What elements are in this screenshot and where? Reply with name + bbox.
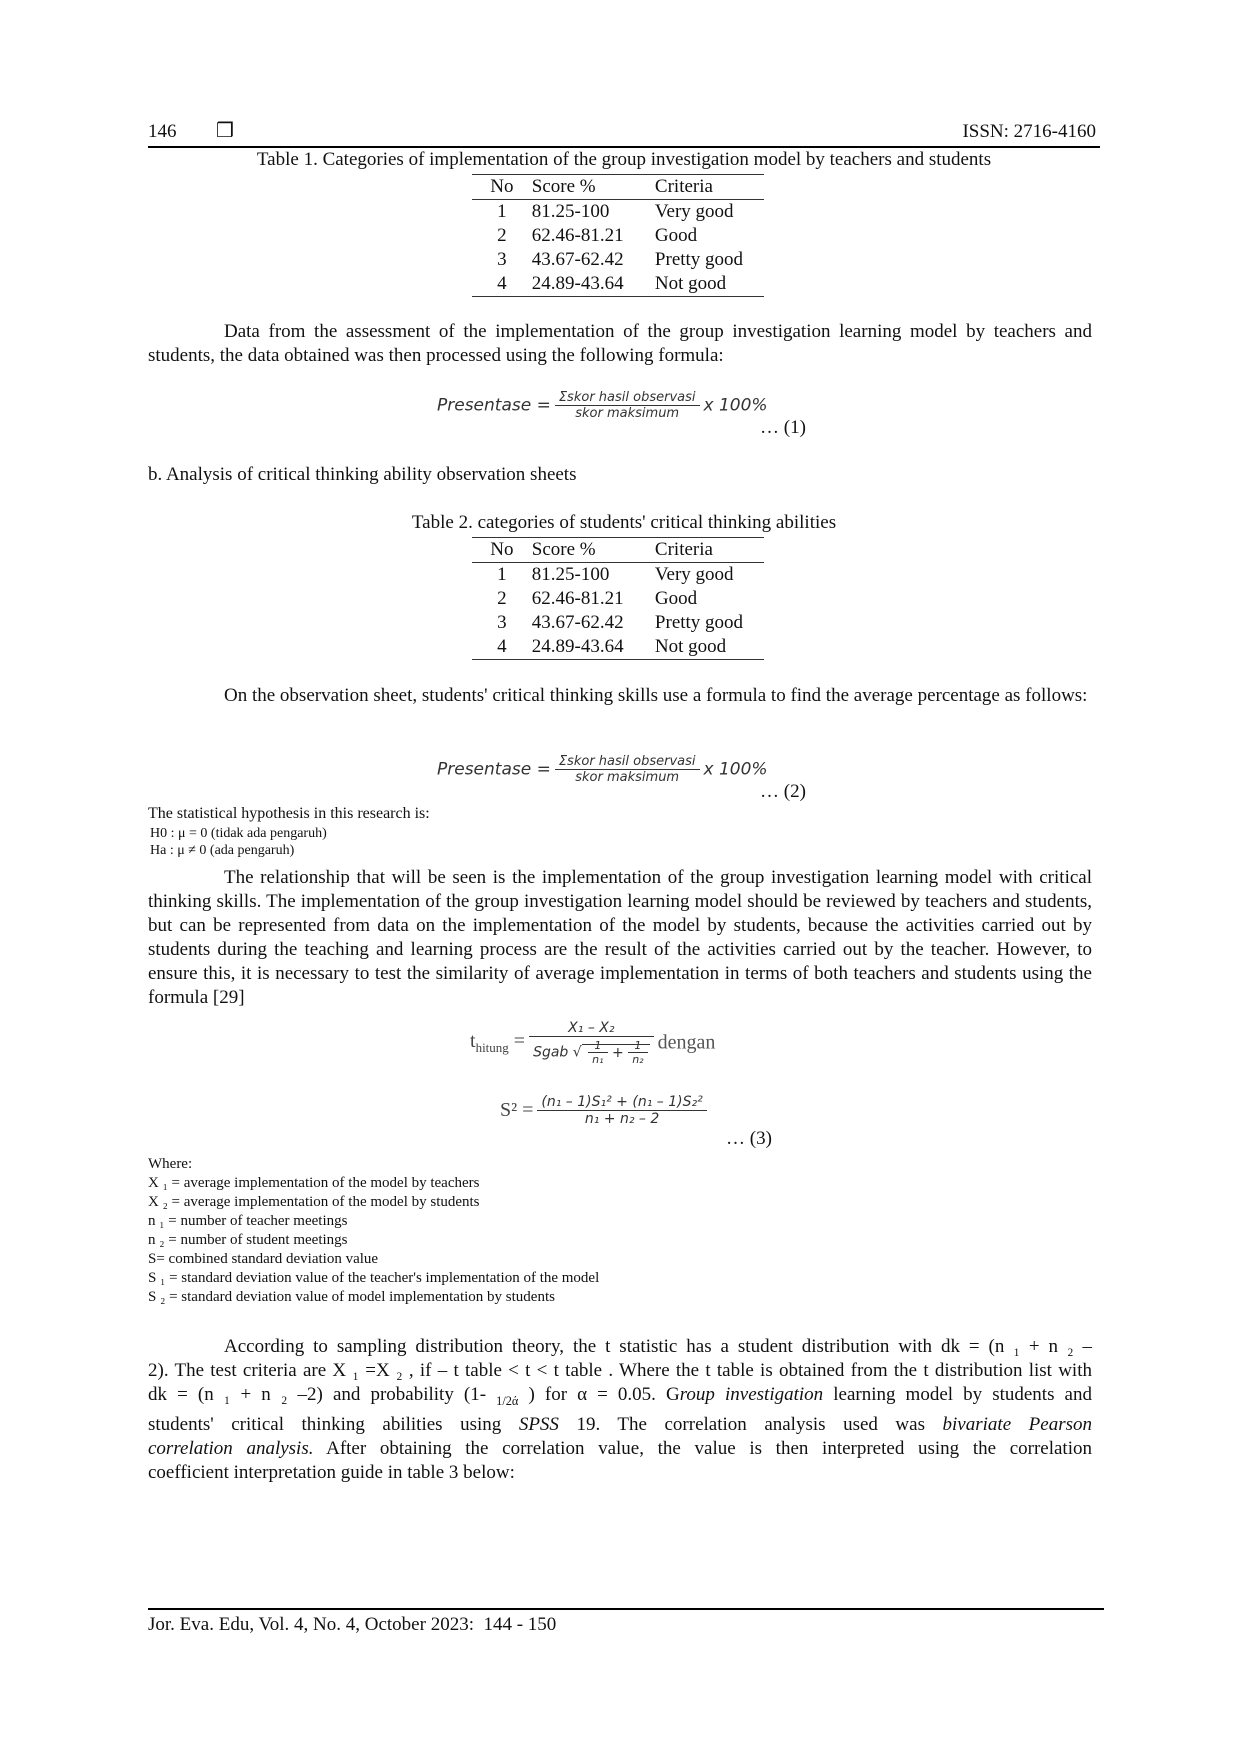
cell-score: 62.46-81.21 [531,588,624,609]
cell-criteria: Very good [654,201,734,222]
cell-criteria: Good [654,588,698,609]
cell-score: 81.25-100 [531,201,610,222]
col-header-no: No [472,538,522,563]
cell-criteria: Very good [654,564,734,585]
formula-2 [437,754,768,785]
cell-score: 81.25-100 [531,564,610,585]
issn: ISSN: 2716-4160 [962,121,1096,142]
formula-1-lhs: Presentase = [437,395,551,416]
table-row [472,248,764,272]
hypothesis-h0: H0 : μ = 0 (tidak ada pengaruh) [150,826,327,841]
table2 [472,537,764,660]
cell-criteria: Good [654,225,698,246]
paragraph-4-line-5: correlation analysis. After obtaining the correlation value, the value is then interpreted using the correlation [148,1437,1092,1459]
paragraph-4-line-6: coefficient interpretation guide in table 3 below: [148,1461,515,1483]
hypothesis-ha: Ha : μ ≠ 0 (ada pengaruh) [150,843,295,858]
col-header-no: No [472,175,522,200]
paragraph-4-line-4: students' critical thinking abilities using SPSS 19. The correlation analysis used was bivariate Pearson [148,1413,1092,1435]
paragraph-1-text: Data from the assessment of the implementation of the group investigation learning model by teachers and students, the data obtained was then processed using the following formula: [148,321,1092,366]
where-item: S= combined standard deviation value [148,1251,379,1267]
formula-3-denominator: Sgab √ $\frac{1}{\text{n₁}}$ + $\frac{1}{\text{n₂}}$ [529,1037,654,1066]
paragraph-4 [148,1335,1092,1485]
section-b-heading: b. Analysis of critical thinking ability observation sheets [148,464,577,485]
formula-3-numerator: X₁ – X₂ [529,1020,654,1037]
formula-1-fraction [555,390,700,421]
table-row [472,563,764,588]
cell-criteria: Pretty good [654,612,744,633]
table-row [472,635,764,660]
where-item: S ₂ = standard deviation value of model implementation by students [148,1289,555,1305]
page-number: 146 [148,121,177,142]
formula-3-s2-fraction [537,1094,706,1127]
formula-3-t-sub: hitung [475,1040,509,1055]
table-header-row [472,175,764,200]
paragraph-3-text: The relationship that will be seen is the implementation of the group investigation learning model with critical thinking skills. The implementation of the group investigation learning model should be reviewed by teachers and students, but can be represented from data on the implementation of the model by students, because the activities carried out by students during the teaching and learning process are the result of the activities carried out by the teacher. However, to ensure this, it is necessary to test the similarity of average implementation in terms of both teachers and students using the formula [29] [148,867,1092,1008]
formula-2-suffix: x 100% [703,759,768,780]
cell-score: 24.89-43.64 [522,272,645,297]
box-icon: ❒ [216,118,234,142]
table1 [472,174,764,297]
formula-3-t [470,1020,715,1066]
cell-criteria: Not good [645,635,764,660]
paragraph-2-text: On the observation sheet, students' critical thinking skills use a formula to find the average percentage as follows: [224,685,1088,706]
cell-score: 43.67-62.42 [531,612,624,633]
formula-1-denominator: skor maksimum [575,406,680,421]
formula-3-s2-lhs: S² = [500,1099,534,1121]
table-row [472,224,764,248]
col-header-criteria: Criteria [645,538,764,563]
formula-3-s2 [500,1094,707,1127]
table-row [472,200,764,225]
cell-score: 43.67-62.42 [531,249,624,270]
formula-2-fraction [555,754,700,785]
formula-3-s2-numerator: (n₁ – 1)S₁² + (n₁ – 1)S₂² [537,1094,706,1111]
cell-criteria: Not good [645,272,764,297]
equation-number-2: … (2) [760,781,806,802]
paragraph-2 [148,684,1092,708]
cell-no: 4 [472,635,522,660]
formula-1-suffix: x 100% [703,395,768,416]
table-row [472,272,764,297]
paragraph-1 [148,320,1092,368]
formula-2-denominator: skor maksimum [575,770,680,785]
formula-3-dengan: dengan [657,1031,716,1054]
hypothesis-intro: The statistical hypothesis in this research is: [148,805,430,822]
paragraph-4-line-2: 2). The test criteria are X ₁ =X ₂ , if – t table < t < t table . Where the t table is obtained from the t distribution list with [148,1360,1092,1381]
cell-no: 4 [472,272,522,297]
cell-no: 1 [497,564,507,585]
formula-3-t-label: $t_{hitung}$ = [470,1030,526,1055]
table-row [472,587,764,611]
where-item: n ₂ = number of student meetings [148,1232,348,1248]
table2-caption: Table 2. categories of students' critical thinking abilities [411,512,837,533]
where-item: X ₁ = average implementation of the model by teachers [148,1175,480,1191]
col-header-score: Score % [522,538,645,563]
footer-citation: Jor. Eva. Edu, Vol. 4, No. 4, October 2023: 144 - 150 [148,1614,557,1635]
col-header-score: Score % [522,175,645,200]
where-title: Where: [148,1156,193,1172]
formula-2-lhs: Presentase = [437,759,551,780]
paragraph-4-line-3: dk = (n ₁ + n ₂ –2) and probability (1- $_{1/2ά}$ ) for α = 0.05. Group investigation learning model by students and [148,1384,1092,1408]
paragraph-3 [148,866,1092,1010]
table1-caption: Table 1. Categories of implementation of the group investigation model by teachers and students [256,149,992,170]
formula-3-s2-denominator: n₁ + n₂ – 2 [584,1111,660,1127]
cell-score: 62.46-81.21 [531,225,624,246]
table-row [472,611,764,635]
cell-no: 1 [497,201,507,222]
formula-3-fraction [529,1020,654,1066]
cell-no: 3 [497,612,507,633]
footer-rule [148,1608,1104,1610]
cell-score: 24.89-43.64 [522,635,645,660]
header-rule [148,146,1100,148]
table-header-row [472,538,764,563]
equation-number-1: … (1) [760,417,806,438]
equation-number-3: … (3) [726,1128,772,1149]
cell-criteria: Pretty good [654,249,744,270]
formula-1 [437,390,768,421]
formula-1-numerator: Σskor hasil observasi [555,390,700,406]
paragraph-4-line-1: According to sampling distribution theory, the t statistic has a student distribution with dk = (n ₁ + n ₂ – [224,1336,1092,1357]
where-item: S ₁ = standard deviation value of the teacher's implementation of the model [148,1270,600,1286]
col-header-criteria: Criteria [645,175,764,200]
cell-no: 3 [497,249,507,270]
cell-no: 2 [497,225,507,246]
cell-no: 2 [497,588,507,609]
where-item: X ₂ = average implementation of the model by students [148,1194,480,1210]
formula-2-numerator: Σskor hasil observasi [555,754,700,770]
where-item: n ₁ = number of teacher meetings [148,1213,348,1229]
